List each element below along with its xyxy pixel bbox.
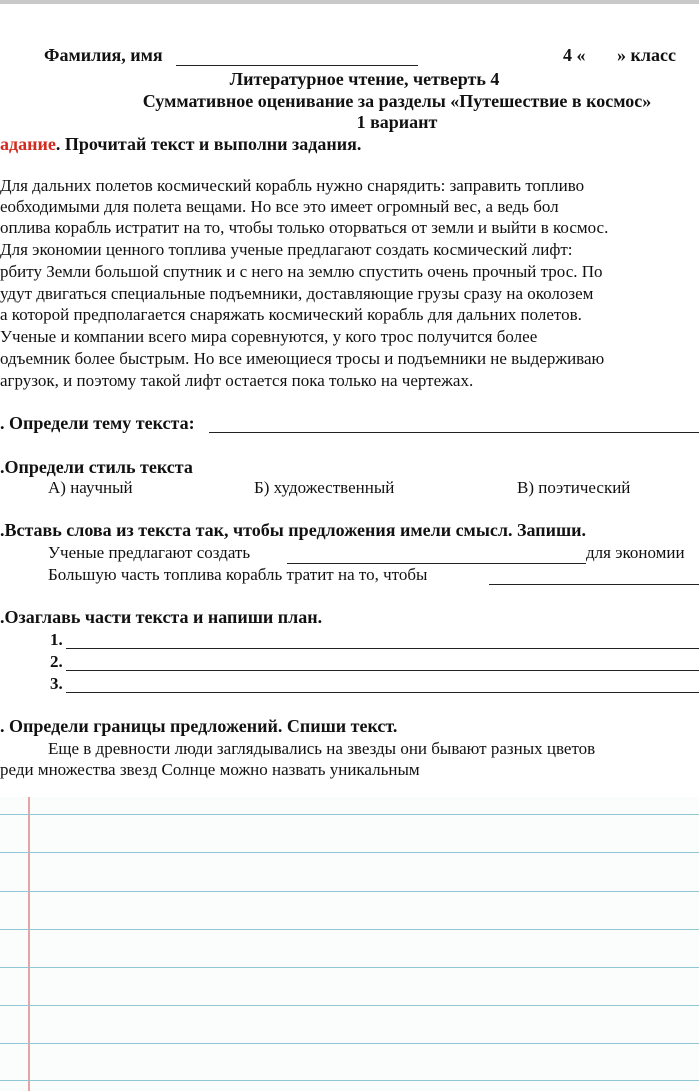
task-heading (0, 134, 361, 155)
assessment-title: Суммативное оценивание за разделы «Путешествие в космос» (142, 91, 652, 111)
q4-item-2-line[interactable] (66, 670, 699, 671)
notebook-line (0, 1080, 699, 1081)
text-line: рбиту Земли большой спутник и с него на землю спустить очень прочный трос. По (0, 262, 603, 281)
text-line: а которой предполагается снаряжать космический корабль для дальних полетов. (0, 305, 582, 324)
text-line: одъемник более быстрым. Но все имеющиеся тросы и подъемники не выдерживаю (0, 349, 605, 368)
subject-title: Литературное чтение, четверть 4 (229, 69, 500, 89)
q4-item-1-line[interactable] (66, 648, 699, 649)
notebook-line (0, 967, 699, 968)
q3-blank-1[interactable] (287, 563, 586, 564)
text-line: Для дальних полетов космический корабль нужно снарядить: заправить топливо (0, 176, 585, 195)
name-label: Фамилия, имя (44, 45, 163, 65)
notebook-line (0, 929, 699, 930)
q5-text-line-1: Еще в древности люди заглядывались на звезды они бывают разных цветов (48, 739, 596, 758)
text-line: еобходимыми для полета вещами. Но все это имеет огромный вес, а ведь бол (0, 197, 559, 216)
notebook-line (0, 852, 699, 853)
variant-title: 1 вариант (356, 112, 438, 132)
q3-line1-start: Ученые предлагают создать (48, 543, 251, 562)
text-line: Для экономии ценного топлива ученые предлагают создать космический лифт: (0, 240, 573, 259)
notebook-paper[interactable] (0, 797, 699, 1091)
q2-option-b[interactable]: Б) художественный (254, 478, 395, 497)
text-line: Ученые и компании всего мира соревнуются, у кого трос получится более (0, 327, 538, 346)
q4-item-3-label: 3. (50, 674, 63, 693)
text-line: удут двигаться специальные подъемники, доставляющие грузы сразу на околозем (0, 284, 594, 303)
name-field[interactable] (176, 65, 418, 66)
q5-text-line-2: реди множества звезд Солнце можно назвать уникальным (0, 760, 420, 779)
notebook-line (0, 1043, 699, 1044)
notebook-line (0, 814, 699, 815)
q3-line2-start: Большую часть топлива корабль тратит на то, чтобы (48, 565, 428, 584)
q2-option-c[interactable]: В) поэтический (517, 478, 631, 497)
q3-line1-end: для экономии (586, 543, 685, 562)
q2-option-a[interactable]: А) научный (48, 478, 133, 497)
text-line: оплива корабль истратит на то, чтобы только оторваться от земли и выйти в космос. (0, 218, 609, 237)
grade-suffix: » класс (617, 45, 676, 65)
q5-title: . Определи границы предложений. Спиши текст. (0, 716, 398, 736)
grade-prefix: 4 « (563, 45, 586, 65)
q1-title: . Определи тему текста: (0, 413, 195, 433)
task-instruction: . Прочитай текст и выполни задания. (55, 134, 362, 154)
text-line: агрузок, и поэтому такой лифт остается пока только на чертежах. (0, 371, 474, 390)
q4-item-2-label: 2. (50, 652, 63, 671)
notebook-line (0, 891, 699, 892)
notebook-margin-line (28, 797, 30, 1091)
notebook-line (0, 1005, 699, 1006)
q4-item-3-line[interactable] (66, 692, 699, 693)
top-border (0, 0, 699, 4)
task-label: адание (0, 134, 56, 154)
q3-title: .Вставь слова из текста так, чтобы предложения имели смысл. Запиши. (0, 520, 587, 540)
q1-answer-line[interactable] (209, 432, 699, 433)
q3-blank-2[interactable] (489, 584, 699, 585)
q4-title: .Озаглавь части текста и напиши план. (0, 607, 323, 627)
q4-item-1-label: 1. (50, 630, 63, 649)
q2-title: .Определи стиль текста (0, 457, 193, 477)
